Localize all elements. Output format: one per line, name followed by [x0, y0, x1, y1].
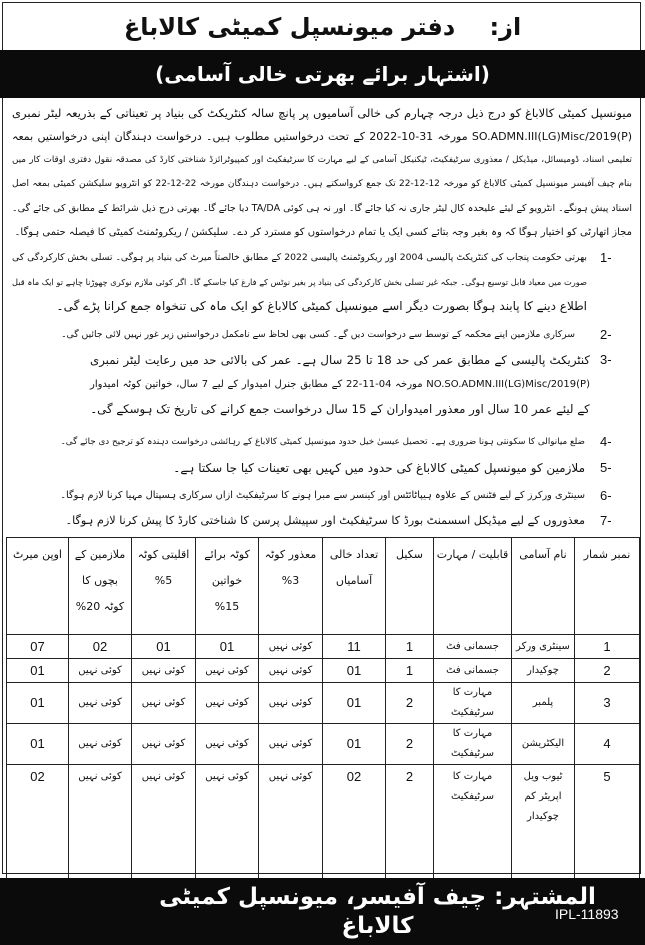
column-header: اوپن میرٹ [7, 538, 69, 635]
table-cell: کوئی نہیں [132, 724, 196, 765]
table-cell: 2 [386, 724, 434, 765]
table-cell: جسمانی فٹ [434, 635, 512, 659]
table-cell: چوکیدار [512, 659, 575, 683]
condition-number: 7- [600, 513, 612, 528]
condition-line: کنٹریکٹ پالیسی کے مطابق عمر کی حد 18 تا 25 سال ہے۔ عمر کی بالائی حد میں رعایت لیٹر نمبری [90, 353, 590, 367]
condition-line: NO.SO.ADMN.III(LG)Misc/2019(P) مورخہ 04-11-22 کے مطابق جنرل امیدوار کے لیے 7 سال، خواتین کوٹہ امیدوار [90, 379, 590, 390]
intro-line: مجاز اتھارٹی کو اختیار ہوگا کہ وہ بغیر وجہ بتائے کسی ایک یا تمام درخواستوں کو مسترد کر دے۔ سلیکشن / ریکروٹمنٹ کمیٹی کا فیصلہ حتمی ہوگا۔ [14, 227, 632, 238]
table-cell: کوئی نہیں [132, 683, 196, 724]
condition-number: 4- [600, 434, 612, 449]
column-header: تعداد خالی آسامیاں [323, 538, 386, 635]
column-header: نام آسامی [512, 538, 575, 635]
table-cell: کوئی نہیں [69, 659, 132, 683]
condition-number: 6- [600, 488, 612, 503]
table-cell: 01 [7, 659, 69, 683]
intro-line: میونسپل کمیٹی کالاباغ کو درج ذیل درجہ چہارم کی خالی آسامیوں پر پانچ سالہ کنٹریکٹ کی بنیاد پر تعیناتی کے بذریعہ لیٹر نمبری [12, 106, 632, 120]
condition-line: ضلع میانوالی کا سکونتی ہونا ضروری ہے۔ تحصیل عیسیٰ خیل حدود میونسپل کمیٹی کالاباغ کے رہائشی درخواست دہندہ کو ترجیح دی جائے گی۔ [60, 437, 585, 447]
table-cell: کوئی نہیں [259, 683, 323, 724]
table-cell: مہارت کا سرٹیفکیٹ [434, 765, 512, 900]
condition-line: سینٹری ورکرز کے لیے فٹنس کے علاوہ ہیپاٹائٹس اور کینسر سے مبرا ہونے کا سرٹیفکیٹ ازاں سرکاری ہسپتال مہیا کرنا لازم ہوگا۔ [60, 490, 585, 501]
table-cell: 01 [323, 659, 386, 683]
table-cell: کوئی نہیں [196, 683, 259, 724]
condition-line: معذوروں کے لیے میڈیکل اسسمنٹ بورڈ کا سرٹیفکیٹ اور سپیشل پرسن کا شناختی کارڈ کا پیش کرنا لازم ہوگا۔ [65, 514, 585, 527]
column-header: معذور کوٹہ 3% [259, 538, 323, 635]
ad-footer [0, 878, 645, 945]
intro-line: تعلیمی اسناد، ڈومیسائل، میڈیکل / معذوری سرٹیفکیٹ، ٹیکنیکل آسامی کے لیے مہارت کا سرٹیفکیٹ اور کمپیوٹرائزڈ شناختی کارڈ کی مصدقہ نقول دفتری اوقات کار میں [12, 155, 632, 165]
ad-banner [0, 50, 645, 98]
condition-line: کے لیئے عمر 10 سال اور معذور امیدواران کے 15 سال درخواست جمع کرانے کی تاریخ تک ہوسکے گی۔ [90, 402, 590, 416]
condition-line: سرکاری ملازمین اپنے محکمہ کے توسط سے درخواست دیں گے۔ کسی بھی لحاظ سے نامکمل درخواستیں زیر غور نہیں لائی جائیں گی۔ [61, 329, 575, 340]
condition-line: صورت میں معیاد قابل توسیع ہوگی۔ جبکہ غیر تسلی بخش کارکردگی کی بنیاد پر بغیر نوٹس کے فارغ کیا جاسکے گا۔ اگر کوئی ملازم نوکری چھوڑنا چاہے تو ایک ماہ قبل [12, 277, 587, 287]
advertiser: المشتہر: چیف آفیسر، میونسپل کمیٹی کالاباغ [159, 883, 596, 939]
table-cell: 2 [386, 765, 434, 900]
office-header [0, 4, 645, 50]
table-cell: کوئی نہیں [132, 659, 196, 683]
table-cell: 01 [196, 635, 259, 659]
office-title: دفتر میونسپل کمیٹی کالاباغ [123, 13, 456, 41]
table-cell: پلمبر [512, 683, 575, 724]
table-header-row [7, 538, 640, 635]
table-cell: 01 [323, 683, 386, 724]
intro-line: اسناد پیش ہونگے۔ انٹرویو کے لیئے علیحدہ کال لیٹر جاری نہ کیا جائے گا۔ اور نہ ہی کوئی TA/DA دیا جائے گا۔ بھرتی درج ذیل شرائط کے مطابق کی جائے گی۔ [12, 203, 632, 214]
table-cell: کوئی نہیں [69, 765, 132, 900]
table-cell: سینٹری ورکر [512, 635, 575, 659]
table-cell: 5 [575, 765, 640, 900]
table-cell: کوئی نہیں [196, 724, 259, 765]
table-row [7, 724, 640, 765]
table-cell: کوئی نہیں [259, 765, 323, 900]
table-cell: 01 [7, 724, 69, 765]
table-cell: 1 [386, 635, 434, 659]
column-header: نمبر شمار [575, 538, 640, 635]
ad-banner-title: (اشتہار برائے بھرتی خالی آسامی) [155, 62, 490, 86]
table-cell: الیکٹریشن [512, 724, 575, 765]
table-cell: 02 [69, 635, 132, 659]
table-cell: 11 [323, 635, 386, 659]
table-cell: 1 [575, 635, 640, 659]
column-header: سکیل [386, 538, 434, 635]
condition-number: 3- [600, 352, 612, 367]
table-row [7, 683, 640, 724]
table-row [7, 659, 640, 683]
table-cell: کوئی نہیں [259, 724, 323, 765]
table-cell: 01 [7, 683, 69, 724]
intro-line: SO.ADMN.III(LG)Misc/2019(P) مورخہ 31-10-2022 کے تحت درخواستیں مطلوب ہیں۔ درخواست دہندگان اپنی درخواستیں بمعہ [12, 130, 632, 143]
intro-line: بنام چیف آفیسر میونسپل کمیٹی کالاباغ کو مورخہ 12-12-22 تک جمع کرواسکتے ہیں۔ درخواست دہندگان مورخہ 22-12-22 کو انٹرویو سلیکشن کمیٹی بمعہ اصل [12, 179, 633, 189]
table-cell: کوئی نہیں [196, 765, 259, 900]
table-cell: 1 [386, 659, 434, 683]
condition-line: اطلاع دینے کا پابند ہوگا بصورت دیگر اسے میونسپل کمیٹی کالاباغ کو ایک ماہ کی تنخواہ جمع کرانا پڑے گی۔ [56, 299, 587, 313]
table-cell: کوئی نہیں [69, 724, 132, 765]
table-cell: کوئی نہیں [259, 635, 323, 659]
reference-number: IPL-11893 [555, 906, 619, 922]
table-cell: ٹیوب ویل اپریٹر کم چوکیدار [512, 765, 575, 900]
table-cell: 2 [575, 659, 640, 683]
table-cell: کوئی نہیں [196, 659, 259, 683]
condition-line: بھرتی حکومت پنجاب کی کنٹریکٹ پالیسی 2004 اور ریکروٹمنٹ پالیسی 2022 کے مطابق خالصتاً میرٹ کی بنیاد پر ہوگی۔ تسلی بخش کارکردگی کی [12, 252, 587, 263]
column-header: اقلیتی کوٹہ 5% [132, 538, 196, 635]
table-cell: 02 [323, 765, 386, 900]
vacancy-table [6, 537, 640, 900]
table-cell: 01 [132, 635, 196, 659]
table-cell: کوئی نہیں [69, 683, 132, 724]
table-cell: 02 [7, 765, 69, 900]
condition-line: ملازمین کو میونسپل کمیٹی کالاباغ کی حدود میں کہیں بھی تعینات کیا جا سکتا ہے۔ [173, 461, 585, 475]
table-cell: مہارت کا سرٹیفکیٹ [434, 724, 512, 765]
condition-number: 5- [600, 460, 612, 475]
condition-number: 2- [600, 327, 612, 342]
table-cell: مہارت کا سرٹیفکیٹ [434, 683, 512, 724]
from-label: از: [489, 13, 522, 41]
table-row [7, 635, 640, 659]
table-cell: 2 [386, 683, 434, 724]
table-cell: 01 [323, 724, 386, 765]
condition-number: 1- [600, 250, 612, 265]
table-cell: 07 [7, 635, 69, 659]
table-cell: 4 [575, 724, 640, 765]
table-cell: 3 [575, 683, 640, 724]
column-header: کوٹہ برائے خواتین 15% [196, 538, 259, 635]
column-header: قابلیت / مہارت [434, 538, 512, 635]
column-header: ملازمین کے بچوں کا کوٹہ 20% [69, 538, 132, 635]
table-cell: جسمانی فٹ [434, 659, 512, 683]
table-cell: کوئی نہیں [259, 659, 323, 683]
table-cell: کوئی نہیں [132, 765, 196, 900]
